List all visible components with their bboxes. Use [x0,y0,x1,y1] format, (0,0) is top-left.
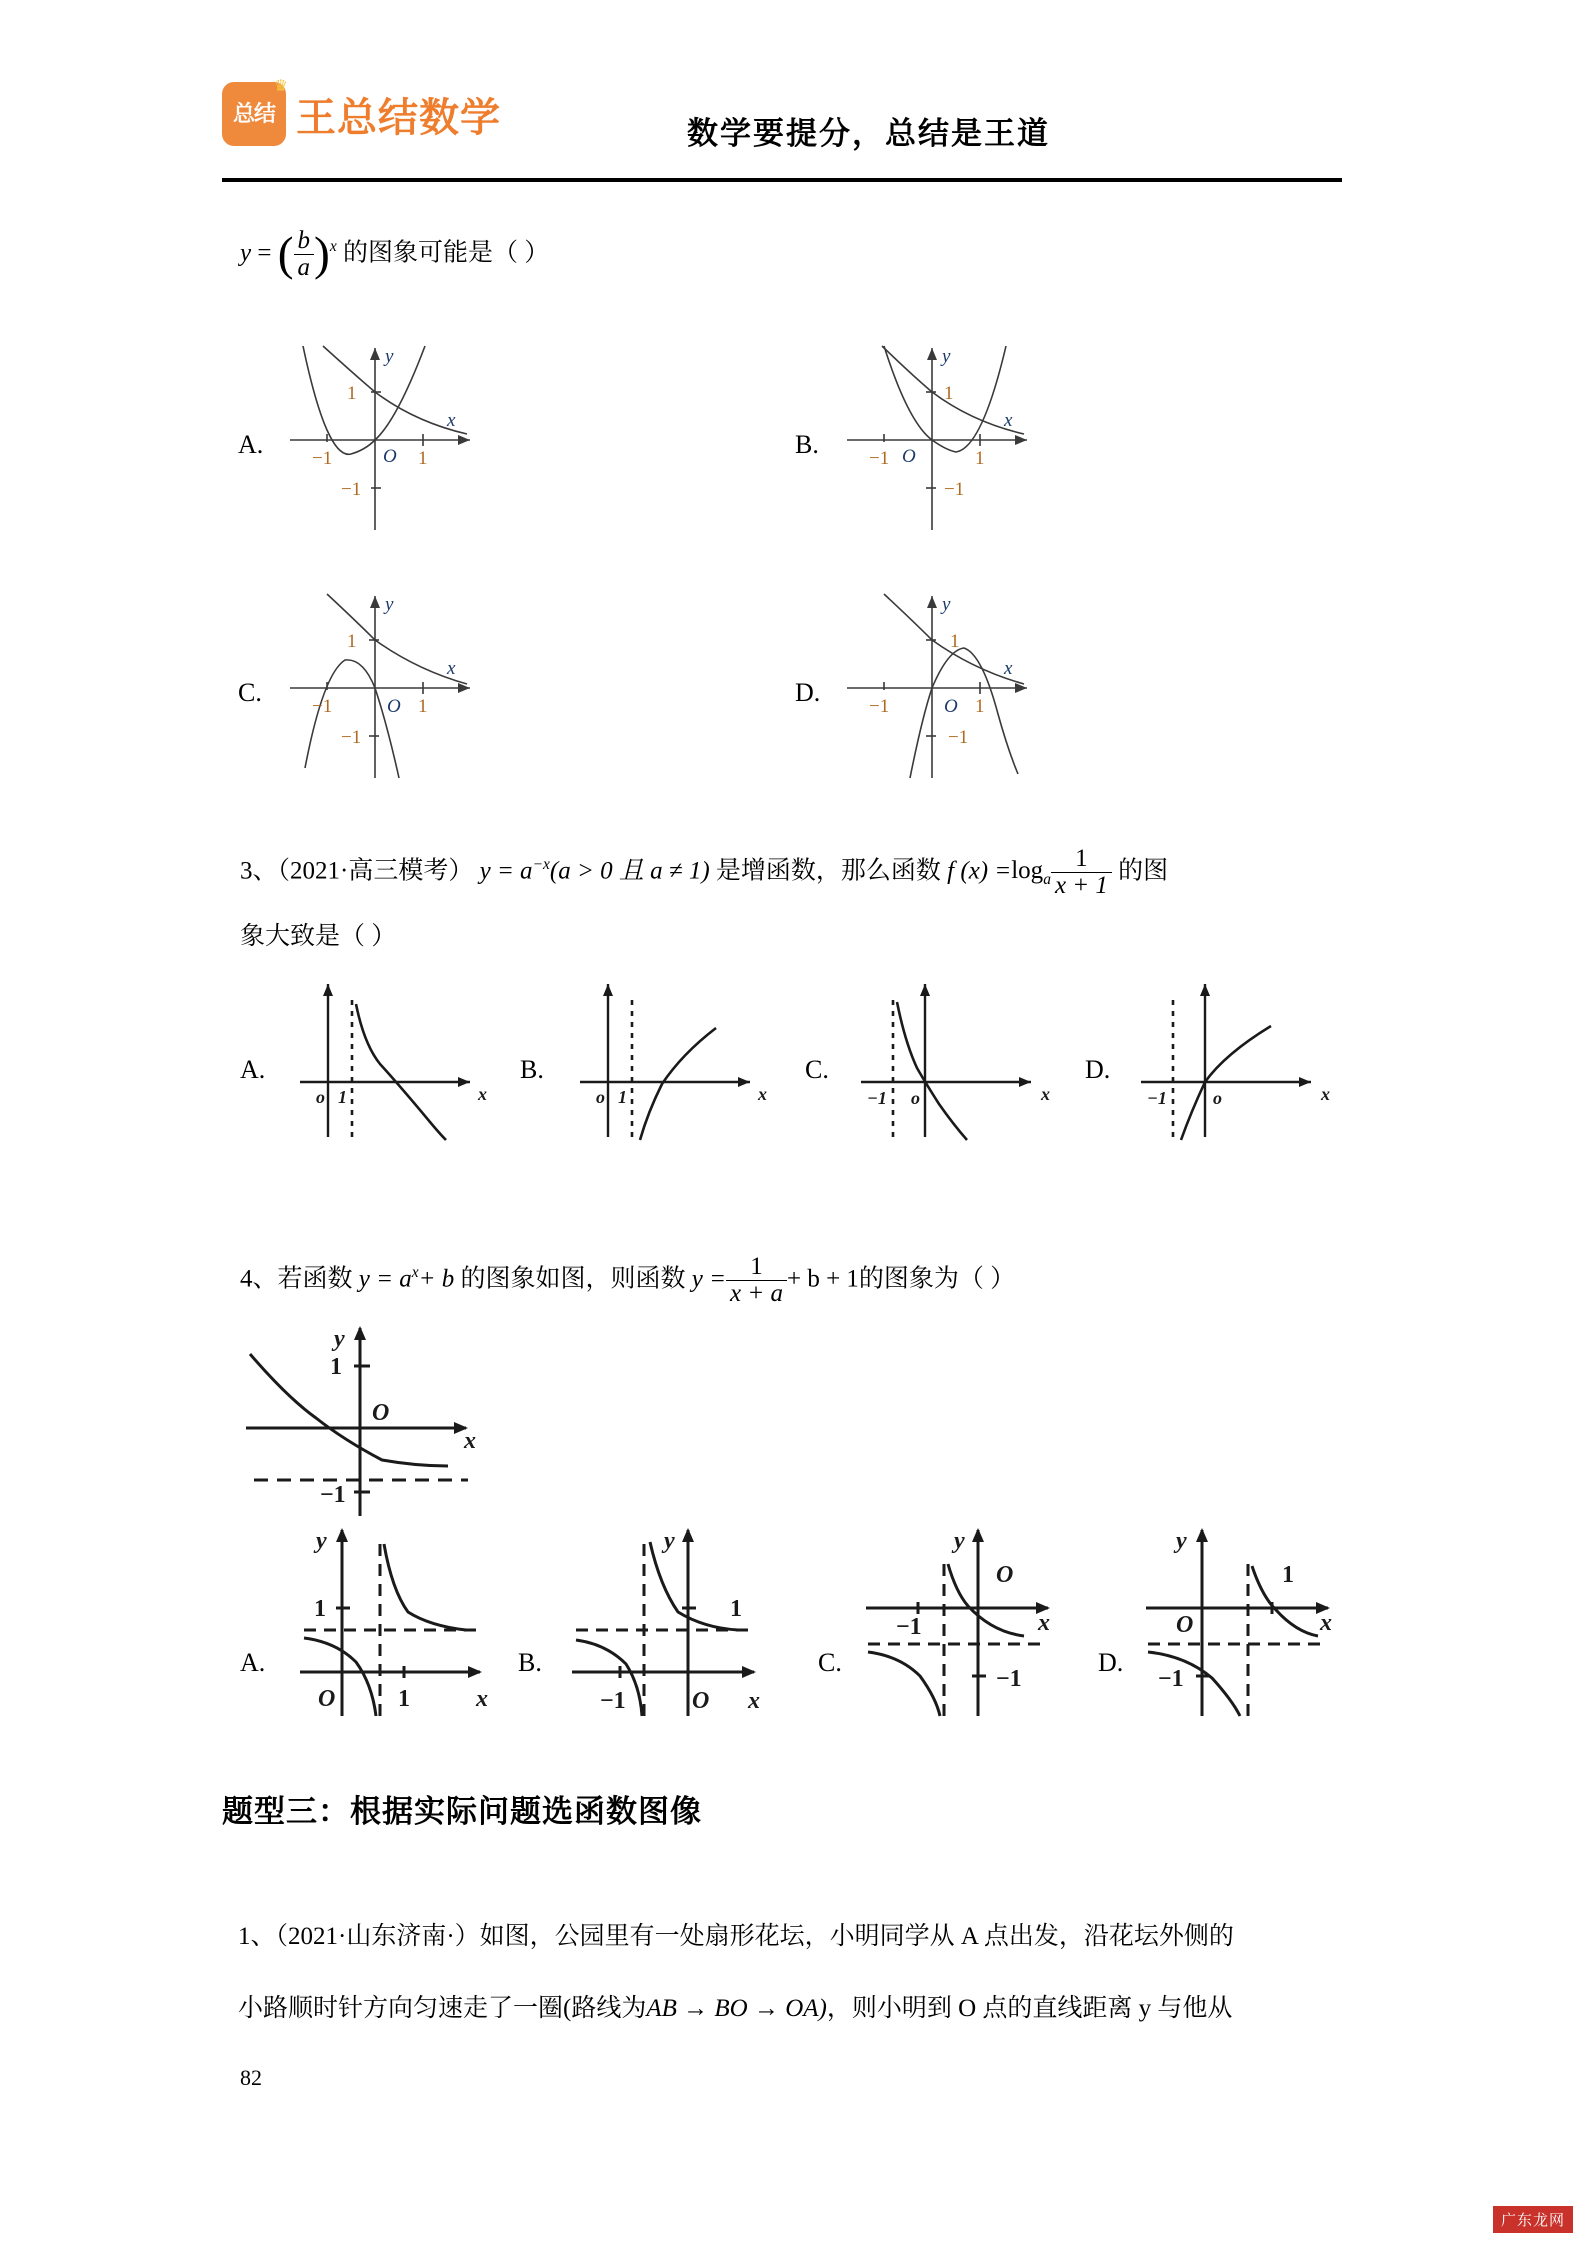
q5-line2-a: 小路顺时针方向匀速走了一圈(路线为 [238,1995,647,2022]
svg-text:1: 1 [347,631,357,652]
q3-fn-name: f (x) = [947,857,1012,885]
q3-option-b-label: B. [520,1055,544,1084]
svg-text:−1: −1 [869,448,890,469]
q2-fraction [294,228,315,282]
q3-option-c-graph [855,972,1065,1142]
svg-text:x: x [464,1428,476,1454]
svg-text:1: 1 [314,1596,326,1622]
q3-frac-numerator: 1 [1051,846,1112,873]
logo-badge-text: 总结 [232,101,275,126]
svg-text:y: y [385,594,394,615]
q2-stem-suffix: 的图象可能是（ ） [343,239,550,267]
svg-text:1: 1 [730,1596,742,1622]
q2a-x-label: x [447,410,456,431]
svg-text:−1: −1 [312,696,333,717]
svg-text:y: y [316,1528,327,1554]
svg-text:x: x [1004,410,1013,431]
svg-text:O: O [1176,1612,1194,1638]
svg-text:−1: −1 [600,1688,626,1714]
q3-option-d-graph [1135,972,1345,1142]
svg-text:1: 1 [338,1087,347,1107]
q5-line2-b: ，则小明到 O 点的直线距离 y 与他从 [826,1995,1233,2022]
q3-log [1011,857,1051,889]
q2-frac-numerator: b [294,228,315,255]
svg-text:1: 1 [418,696,428,717]
svg-text:x: x [1041,1084,1050,1104]
q3-condition-tail: 是增函数，那么函数 [715,857,941,885]
q4-fn1: y = a [358,1265,412,1293]
logo-text: 王总结数学 [296,95,501,140]
q2a-origin: O [383,446,397,467]
svg-text:o: o [596,1087,605,1107]
svg-text:o: o [911,1088,920,1108]
svg-text:O: O [944,696,958,717]
svg-text:1: 1 [418,448,428,469]
q2-paren-open: ( [277,228,294,281]
q3-condition-fn: y = a [479,857,533,885]
q4-stem-b: 的图象如图，则函数 [460,1265,686,1293]
q5-line2-math: AB → BO → OA) [646,1995,827,2022]
q3-option-b-graph [570,972,780,1142]
q4-frac-denominator: x + a [730,1280,783,1308]
q2a-y-label: y [385,346,394,367]
q4-option-d-label: D. [1098,1648,1124,1677]
q3-option-d-label: D. [1085,1055,1111,1084]
q2-option-d-graph [822,578,1052,798]
svg-text:y: y [942,594,951,615]
q2-exponent: x [329,238,337,256]
q4-option-d-graph [1132,1520,1382,1720]
q3-option-c-label: C. [805,1055,829,1084]
q2-option-a-label: A. [238,430,264,459]
q2-option-d-label: D. [795,678,821,707]
svg-text:o: o [1213,1088,1222,1108]
q2-option-b-label: B. [795,430,819,459]
svg-text:y: y [334,1326,345,1352]
svg-text:y: y [954,1528,965,1554]
svg-text:x: x [1004,658,1013,679]
section-title: 题型三：根据实际问题选函数图像 [222,1794,702,1829]
page-header [222,70,1342,180]
q4-fraction [726,1254,787,1308]
q3-frac-denominator: x + 1 [1054,872,1108,900]
q4-option-c-graph [852,1520,1102,1720]
q2-stem [240,228,549,282]
logo-badge-icon [222,78,288,146]
svg-text:O: O [902,446,916,467]
q4-frac-numerator: 1 [726,1254,787,1281]
q4-fn1-tail: + b [418,1265,455,1293]
svg-text:x: x [478,1084,487,1104]
q3-condition-domain: (a > 0 且 a ≠ 1) [549,857,710,885]
q4-stem-a: 若函数 [277,1265,353,1293]
q4-option-b-label: B. [518,1648,542,1677]
svg-text:−1: −1 [312,448,333,469]
svg-text:y: y [1176,1528,1187,1554]
svg-text:−1: −1 [320,1482,346,1508]
svg-text:O: O [692,1688,710,1714]
svg-text:1: 1 [950,631,960,652]
q2-stem-equals: = [257,239,272,267]
svg-text:1: 1 [944,383,954,404]
svg-text:−1: −1 [896,1614,922,1640]
brand-logo [222,78,501,146]
q4-option-a-graph [280,1520,530,1720]
svg-text:−1: −1 [341,479,362,500]
svg-text:x: x [1038,1610,1050,1636]
svg-text:y: y [942,346,951,367]
q4-number: 4、 [240,1265,278,1293]
q2-option-c-graph [265,578,495,798]
svg-text:x: x [1320,1610,1332,1636]
q5-line2 [238,1990,1232,2028]
svg-text:1: 1 [398,1686,410,1712]
svg-text:−1: −1 [869,696,890,717]
svg-text:1: 1 [330,1354,342,1380]
svg-text:−1: −1 [341,727,362,748]
svg-text:−1: −1 [948,727,969,748]
q3-option-a-graph [290,972,500,1142]
svg-text:1: 1 [618,1087,627,1107]
svg-text:x: x [748,1688,760,1714]
svg-text:−1: −1 [996,1666,1022,1692]
q3-condition-exponent: −x [532,856,550,874]
svg-text:x: x [1321,1084,1330,1104]
svg-text:−1: −1 [1147,1088,1167,1108]
svg-text:O: O [318,1686,336,1712]
q4-fn2-tail: + b + 1的图象为（ ） [786,1265,1016,1293]
q3-stem-line2: 象大致是（ ） [240,923,397,950]
page-number: 82 [240,2065,262,2090]
svg-text:o: o [316,1087,325,1107]
q2-option-b-graph [822,330,1052,550]
q2-frac-denominator: a [297,254,311,282]
q3-fraction [1051,846,1112,900]
watermark: 广东龙网 [1493,2206,1573,2233]
svg-text:−1: −1 [1158,1666,1184,1692]
q5-line1: 1、（2021·山东济南·）如图，公园里有一处扇形花坛，小明同学从 A 点出发，沿花坛外侧的 [238,1923,1234,1950]
svg-text:O: O [996,1562,1014,1588]
q4-option-a-label: A. [240,1648,266,1677]
svg-text:O: O [372,1400,390,1426]
q4-stem [240,1254,1015,1308]
header-divider [222,178,1342,182]
svg-text:1: 1 [347,383,357,404]
q2-option-c-label: C. [238,678,262,707]
q3-log-base: a [1043,871,1051,889]
q4-fn2-head: y = [691,1265,726,1293]
svg-text:x: x [758,1084,767,1104]
svg-text:−1: −1 [867,1088,887,1108]
q3-stem-line1 [240,846,1168,900]
q4-fn1-exponent: x [411,1264,419,1282]
svg-text:y: y [664,1528,675,1554]
q3-source: （2021·高三模考） [277,857,474,885]
q2-stem-y: y [240,239,252,267]
q4-option-b-graph [558,1520,808,1720]
q2-paren-close: ) [314,228,330,281]
svg-text:x: x [476,1686,488,1712]
q3-log-word: log [1011,857,1044,885]
q2-option-a-graph [265,330,495,550]
crown-icon: ♛ [273,78,288,95]
svg-text:x: x [447,658,456,679]
svg-text:1: 1 [1282,1562,1294,1588]
q4-reference-graph [236,1320,496,1520]
svg-text:−1: −1 [944,479,965,500]
svg-text:1: 1 [975,696,985,717]
q3-line1-tail: 的图 [1118,857,1169,885]
q3-option-a-label: A. [240,1055,266,1084]
q3-number: 3、 [240,857,278,885]
q4-option-c-label: C. [818,1648,842,1677]
header-slogan: 数学要提分，总结是王道 [687,116,1050,151]
svg-text:1: 1 [975,448,985,469]
svg-text:O: O [387,696,401,717]
